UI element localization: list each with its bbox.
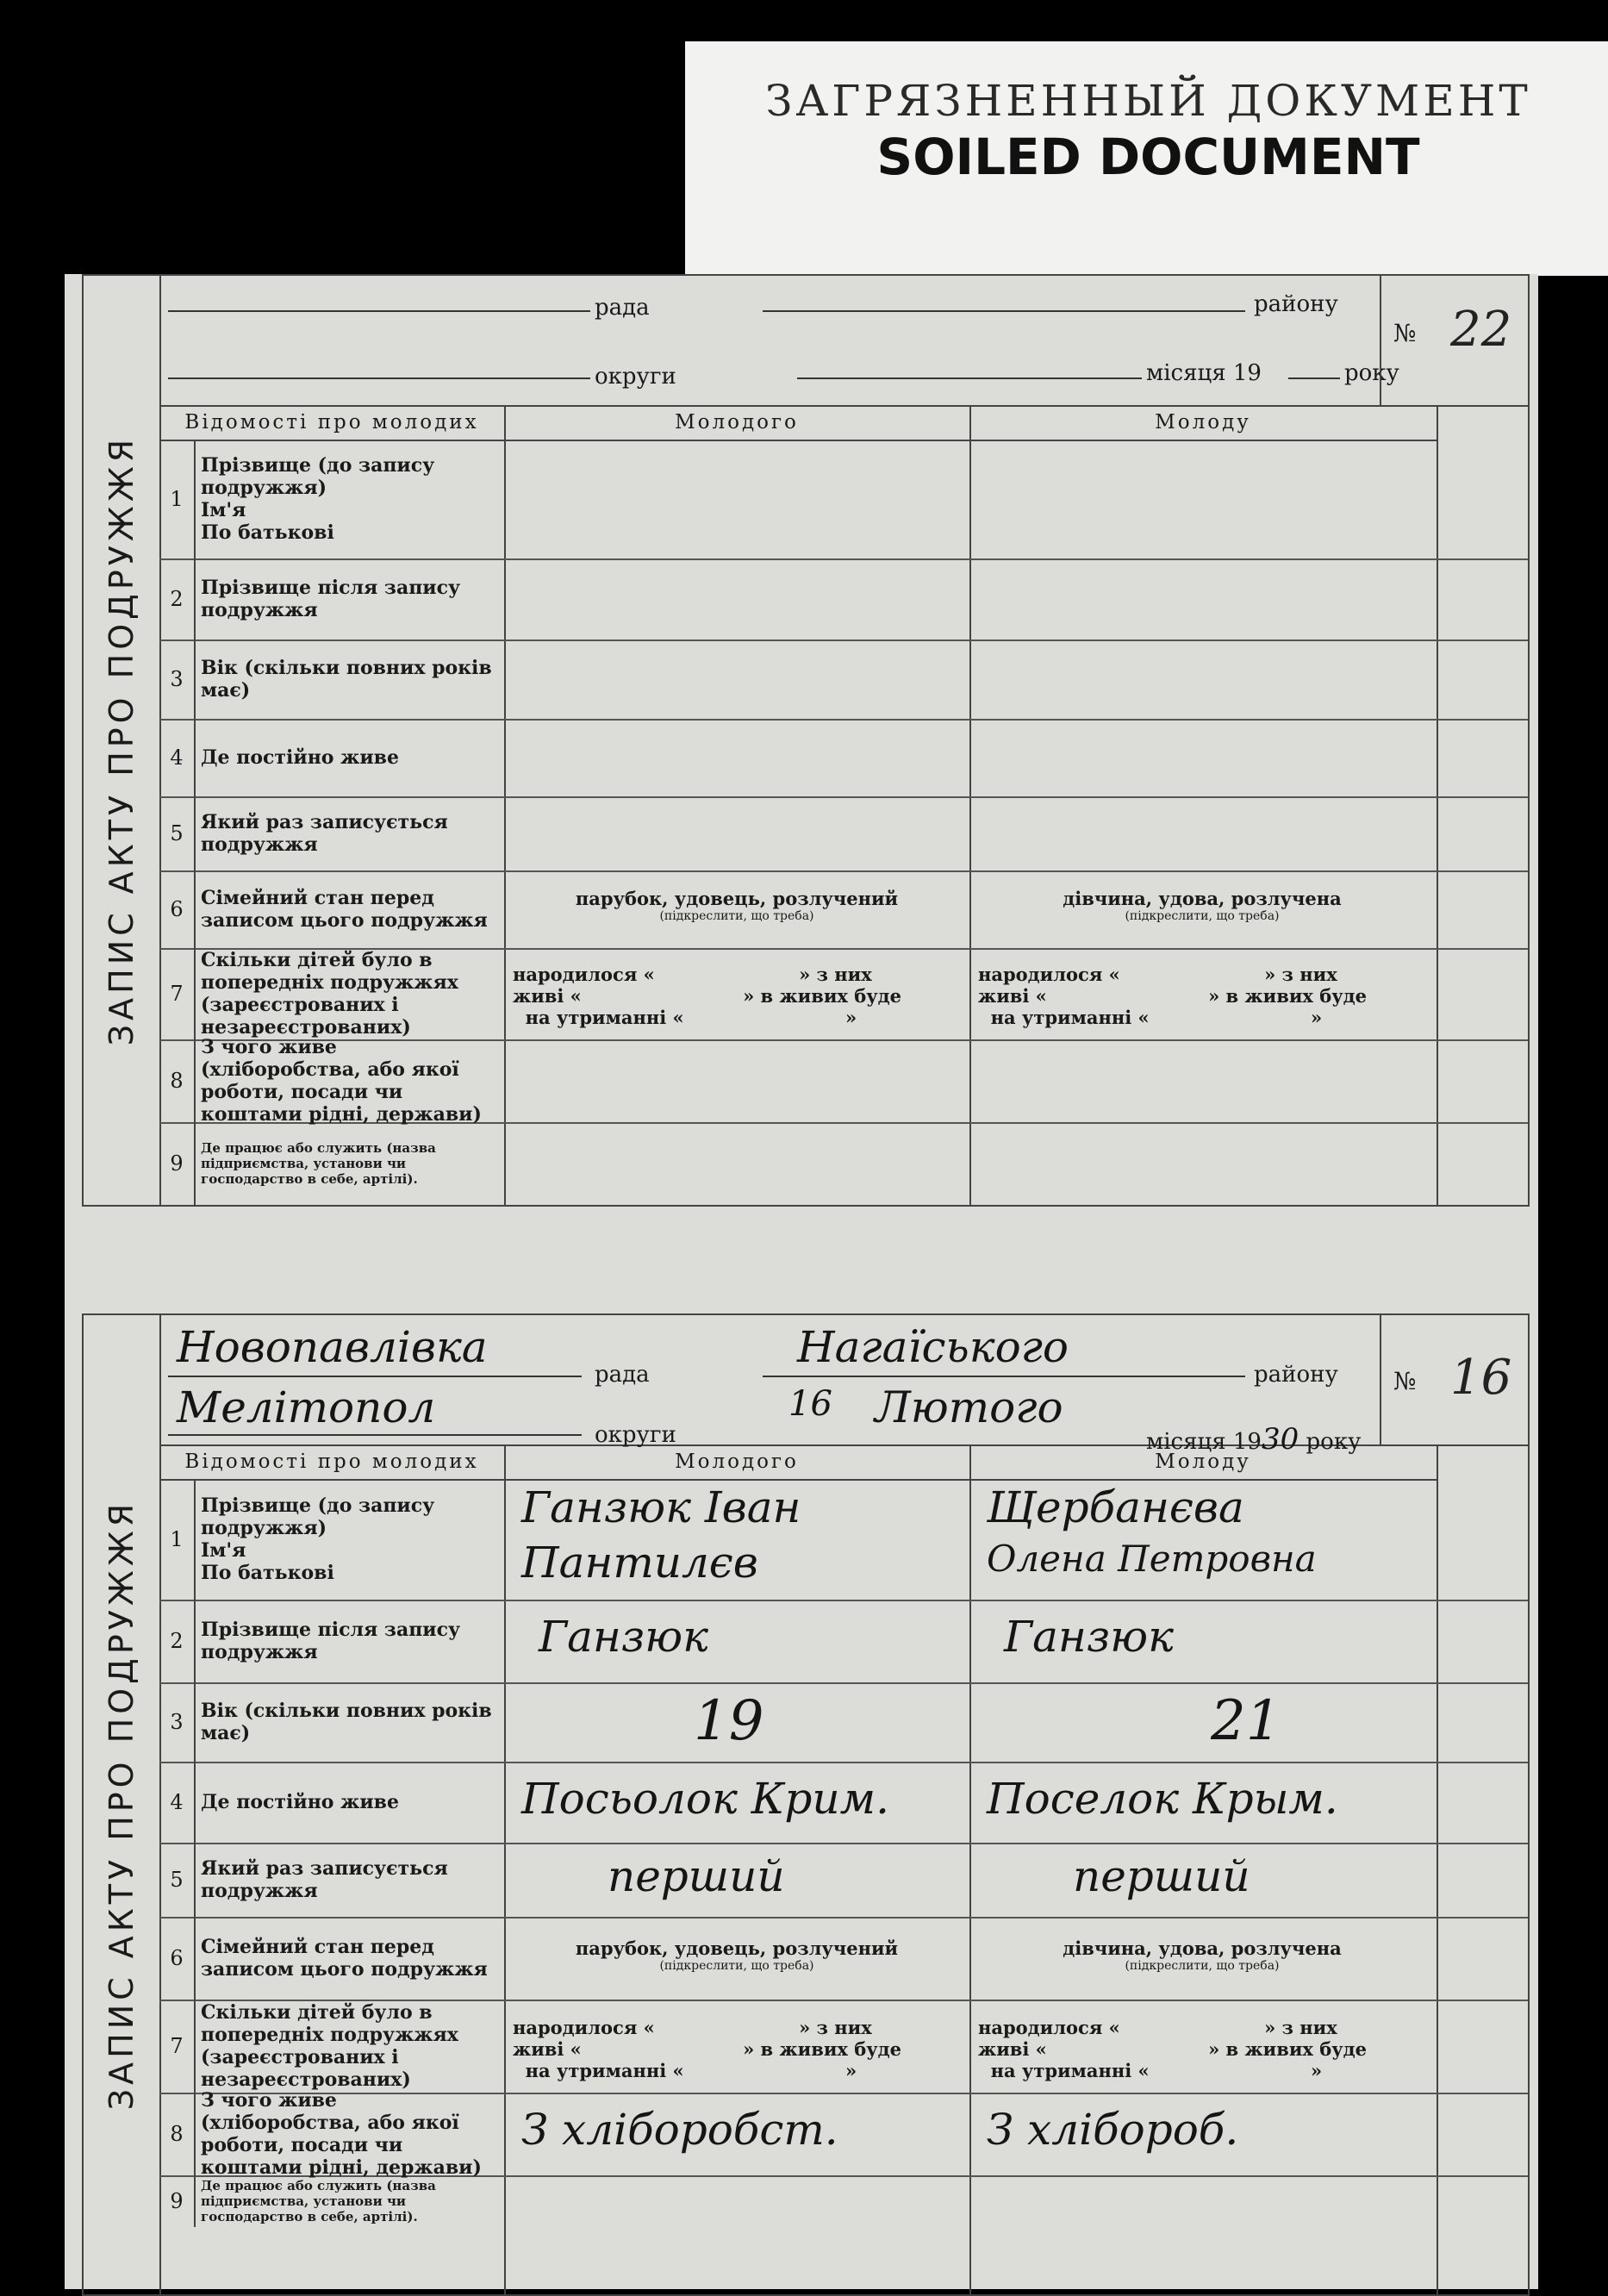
row-label: Скільки дітей було в попередніх подружжях (зареєстрованих і незареєстрованих) xyxy=(201,949,458,1039)
rada-name: Новопавлівка xyxy=(177,1322,488,1372)
bride-marital-status: дівчина, удова, розлучена (підкреслити, що треба) xyxy=(1063,888,1342,923)
rada-line xyxy=(168,310,590,312)
row-number: 3 xyxy=(159,640,196,719)
row-8 xyxy=(159,1036,1528,1126)
vertical-title-bar xyxy=(84,276,161,1205)
groom-marital-status: парубок, удовець, розлучений (підкреслити, що треба) xyxy=(575,888,899,923)
groom-patronymic: Пантилєв xyxy=(521,1538,758,1588)
date-line xyxy=(797,377,1142,379)
groom-marital-status: парубок, удовець, розлучений (підкреслити, що треба) xyxy=(575,1937,899,1973)
row-label: Прізвище (до запису подружжя) Ім'я По батькові xyxy=(201,454,435,544)
row-label: Скільки дітей було в попередніх подружжях (зареєстрованих і незареєстрованих) xyxy=(201,2001,458,2091)
row-label: Прізвище (до запису подружжя) Ім'я По батькові xyxy=(201,1494,435,1584)
record-number: 16 xyxy=(1450,1350,1512,1406)
row-number: 1 xyxy=(159,1479,196,1600)
row-number: 2 xyxy=(159,1600,196,1682)
row-label: Який раз записується подружжя xyxy=(201,1857,448,1902)
bride-residence: Поселок Крым. xyxy=(987,1774,1338,1824)
vertical-title-bar xyxy=(84,1315,161,2294)
bride-surname: Щербанєва xyxy=(987,1482,1244,1532)
groom-children: народилося « » з них живі « » в живих буде на утриманні « » xyxy=(513,964,902,1028)
okrug-line xyxy=(168,377,590,379)
row-label: Прізвище після запису подружжя xyxy=(201,1619,461,1663)
row-number: 2 xyxy=(159,558,196,640)
row-label: Де працює або служить (назва підприємства, установи чи господарство в себе, артілі). xyxy=(201,2178,436,2224)
bride-name-patronymic: Олена Петровна xyxy=(987,1538,1317,1580)
bride-age: 21 xyxy=(1211,1689,1281,1753)
rada-label: рада xyxy=(595,295,650,321)
row-8 xyxy=(159,2089,1528,2179)
year-label: року xyxy=(1344,360,1399,386)
year-line xyxy=(1288,377,1340,379)
okrug-line xyxy=(168,1434,582,1436)
groom-marriage-count: перший xyxy=(608,1851,785,1901)
raion-name: Нагаїського xyxy=(797,1322,1069,1372)
row-9 xyxy=(159,1122,1528,1205)
marriage-record-form-blank xyxy=(82,274,1530,1207)
row-2 xyxy=(159,1600,1528,1684)
raion-line xyxy=(763,310,1245,312)
row-number: 5 xyxy=(159,796,196,870)
col-header-groom: Молодого xyxy=(504,405,969,441)
month-label: місяця 19 xyxy=(1146,360,1262,386)
bride-children: народилося « » з них живі « » в живих буде на утриманні « » xyxy=(978,2017,1368,2081)
row-3 xyxy=(159,640,1528,721)
row-number: 8 xyxy=(159,2093,196,2175)
row-1 xyxy=(159,440,1528,560)
row-label: Сімейний стан перед записом цього подружжя xyxy=(201,1936,488,1981)
okrug-label: округи xyxy=(595,1422,676,1448)
form-rows xyxy=(159,440,1528,1205)
vertical-title: ЗАПИС АКТУ ПРО ПОДРУЖЖЯ xyxy=(103,1499,140,2111)
row-number: 6 xyxy=(159,1917,196,2000)
bride-income: З хлібороб. xyxy=(987,2105,1239,2155)
row-number: 4 xyxy=(159,1762,196,1843)
col-header-info: Відомості про молодих xyxy=(159,1444,504,1481)
raion-line xyxy=(763,1376,1245,1377)
marriage-record-form-filled xyxy=(82,1313,1530,2296)
bride-marital-status: дівчина, удова, розлучена (підкреслити, що треба) xyxy=(1063,1937,1342,1973)
raion-label: району xyxy=(1254,1362,1338,1388)
row-number: 4 xyxy=(159,719,196,796)
rada-line xyxy=(168,1376,582,1377)
row-number: 9 xyxy=(159,2175,196,2227)
number-sign: № xyxy=(1393,1367,1417,1395)
groom-surname-after: Ганзюк xyxy=(539,1612,708,1662)
row-label: Вік (скільки повних років має) xyxy=(201,657,492,702)
soiled-document-stamp xyxy=(685,41,1608,276)
groom-children: народилося « » з них живі « » в живих буде на утриманні « » xyxy=(513,2017,902,2081)
form-header xyxy=(159,276,1528,407)
number-sign: № xyxy=(1393,319,1417,347)
form-header xyxy=(159,1315,1528,1457)
row-5 xyxy=(159,1843,1528,1919)
record-number-box xyxy=(1380,276,1528,405)
raion-label: району xyxy=(1254,291,1338,317)
row-number: 8 xyxy=(159,1039,196,1122)
row-number: 9 xyxy=(159,1122,196,1205)
document-page xyxy=(65,274,1538,2289)
day: 16 xyxy=(788,1384,832,1424)
row-label: Який раз записується подружжя xyxy=(201,811,448,856)
row-9 xyxy=(159,2175,1528,2227)
row-label: Де постійно живе xyxy=(201,746,399,769)
month-name: Лютого xyxy=(875,1382,1063,1432)
record-number: 22 xyxy=(1450,302,1512,358)
bride-surname-after: Ганзюк xyxy=(1004,1612,1174,1662)
row-6 xyxy=(159,1917,1528,2001)
col-header-groom: Молодого xyxy=(504,1444,969,1481)
row-label: Де працює або служить (назва підприємства, установи чи господарство в себе, артілі). xyxy=(201,1140,436,1187)
row-2 xyxy=(159,558,1528,641)
row-number: 3 xyxy=(159,1682,196,1762)
bride-marriage-count: перший xyxy=(1073,1851,1250,1901)
row-5 xyxy=(159,796,1528,872)
row-label: Сімейний стан перед записом цього подружжя xyxy=(201,887,488,932)
col-header-info: Відомості про молодих xyxy=(159,405,504,441)
groom-income: З хліборобст. xyxy=(521,2105,838,2155)
year-suffix: 30 xyxy=(1261,1422,1299,1457)
row-label: Прізвище після запису подружжя xyxy=(201,577,461,621)
row-label: Де постійно живе xyxy=(201,1791,399,1813)
record-number-box xyxy=(1380,1315,1528,1444)
row-number: 7 xyxy=(159,948,196,1039)
row-4 xyxy=(159,1762,1528,1844)
row-7 xyxy=(159,948,1528,1041)
col-header-bride: Молоду xyxy=(969,405,1437,441)
groom-residence: Посьолок Крим. xyxy=(521,1774,889,1824)
row-number: 5 xyxy=(159,1843,196,1917)
row-number: 6 xyxy=(159,870,196,948)
row-3 xyxy=(159,1682,1528,1763)
bride-children: народилося « » з них живі « » в живих буде на утриманні « » xyxy=(978,964,1368,1028)
form-rows xyxy=(159,1479,1528,2294)
row-1 xyxy=(159,1479,1528,1601)
month-label: місяця 1930 року xyxy=(1146,1422,1362,1457)
okrug-label: округи xyxy=(595,364,676,390)
groom-age: 19 xyxy=(694,1689,764,1753)
groom-surname-name: Ганзюк Іван xyxy=(521,1482,801,1532)
stamp-russian-text: ЗАГРЯЗНЕННЫЙ ДОКУМЕНТ xyxy=(765,76,1531,126)
vertical-title: ЗАПИС АКТУ ПРО ПОДРУЖЖЯ xyxy=(103,434,140,1046)
row-number: 1 xyxy=(159,440,196,558)
row-number: 7 xyxy=(159,2000,196,2093)
row-label: З чого живе (хліборобства, або якої роботи, посади чи коштами рідні, держави) xyxy=(201,1036,482,1126)
okrug-name: Мелітопол xyxy=(177,1382,436,1432)
row-label: Вік (скільки повних років має) xyxy=(201,1700,492,1744)
stamp-english-text: SOILED DOCUMENT xyxy=(876,128,1420,186)
row-7 xyxy=(159,2000,1528,2094)
row-4 xyxy=(159,719,1528,798)
row-6 xyxy=(159,870,1528,950)
row-label: З чого живе (хліборобства, або якої роботи, посади чи коштами рідні, держави) xyxy=(201,2089,482,2179)
col-header-bride: Молоду xyxy=(969,1444,1437,1481)
rada-label: рада xyxy=(595,1362,650,1388)
